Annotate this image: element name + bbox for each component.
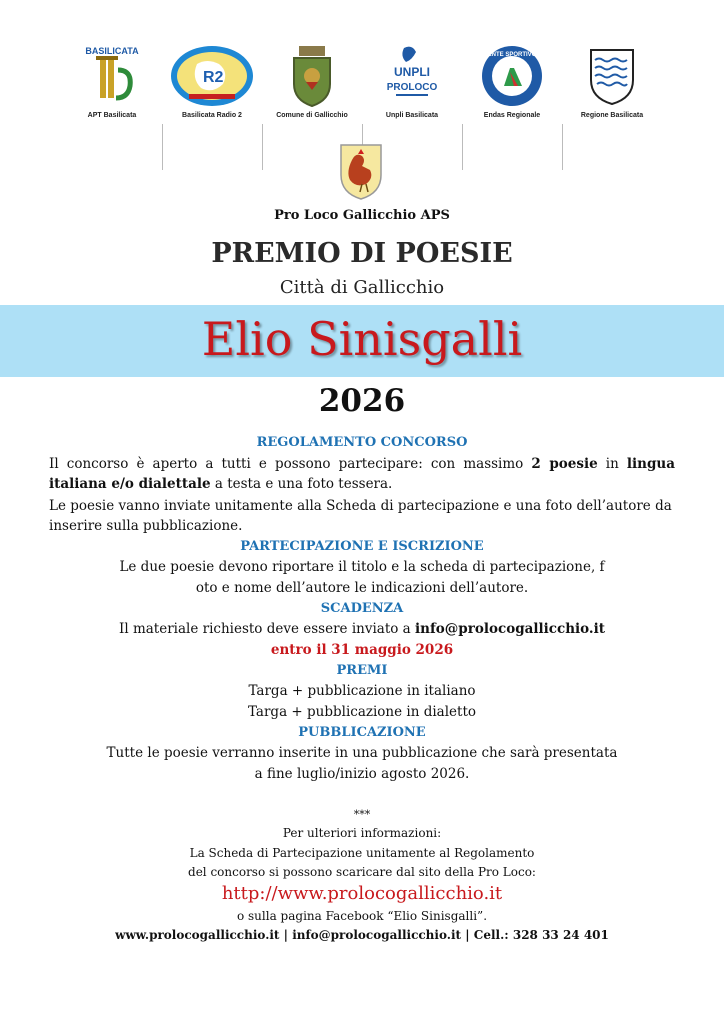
scadenza-line1: Il materiale richiesto deve essere inviato a info@prolocogallicchio.it [119,621,605,637]
svg-text:BASILICATA: BASILICATA [85,46,139,56]
regione-basilicata-crest-icon [587,44,637,108]
logo-caption: Endas Regionale [483,112,541,119]
premi-line2: Targa + pubblicazione in dialetto [247,704,477,720]
heading-premi: PREMI [336,663,388,678]
logo-caption: Comune di Gallicchio [276,112,348,119]
logo-caption: Regione Basilicata [580,112,644,119]
regolamento-p1: Il concorso è aperto a tutti e possono partecipare: con massimo 2 poesie in lingua italiana e/o dialettale a testa e una foto tessera. [49,456,675,492]
logo-endas [462,44,562,119]
svg-text:R2: R2 [203,69,224,86]
logo-comune [262,44,362,119]
page-title: PREMIO DI POESIE [211,238,513,269]
contact-email[interactable]: info@prolocogallicchio.it [415,621,605,637]
website-link[interactable]: http://www.prolocogallicchio.it [221,883,503,904]
endas-logo-icon [480,44,544,108]
premi-line1: Targa + pubblicazione in italiano [248,683,476,699]
logo-unpli [362,44,462,119]
footer-stars: *** [353,808,371,821]
deadline: entro il 31 maggio 2026 [270,642,454,658]
proloco-crest [338,142,384,206]
footer-info1: Per ulteriori informazioni: [282,826,442,840]
svg-text:ENTE SPORTIVO: ENTE SPORTIVO [487,52,537,58]
logo-caption: APT Basilicata [87,112,137,119]
heading-pubblicazione: PUBBLICAZIONE [298,725,426,740]
year: 2026 [318,383,406,419]
logo-caption: Basilicata Radio 2 [182,112,242,119]
facebook-note: o sulla pagina Facebook “Elio Sinisgalli”. [236,909,488,923]
heading-regolamento: REGOLAMENTO CONCORSO [256,435,468,450]
svg-text:UNPLI: UNPLI [394,65,430,79]
page-subtitle: Città di Gallicchio [279,277,445,298]
contacts-line: www.prolocogallicchio.it | info@prolocogallicchio.it | Cell.: 328 33 24 401 [115,928,609,942]
unpli-logo-icon [382,44,442,108]
gallicchio-crest-icon [287,44,337,108]
rooster-crest-icon [338,142,384,202]
heading-scadenza: SCADENZA [320,601,404,616]
svg-text:PROLOCO: PROLOCO [386,82,438,93]
footer-info2: La Scheda di Partecipazione unitamente al Regolamento [189,846,535,860]
heading-partecipazione: PARTECIPAZIONE E ISCRIZIONE [240,539,484,554]
regolamento-p2: Le poesie vanno inviate unitamente alla Scheda di partecipazione e una foto dell’autore da inserire sulla pubblicazione. [49,498,672,534]
partecipazione-line2: oto e nome dell’autore le indicazioni dell’autore. [195,580,529,596]
logo-caption: Unpli Basilicata [385,112,439,119]
organizer: Pro Loco Gallicchio APS [274,208,450,223]
logo-apt [62,44,162,119]
logo-radio [162,44,262,119]
logo-regione [562,44,662,119]
pubblicazione-line2: a fine luglio/inizio agosto 2026. [254,766,470,782]
partecipazione-line1: Le due poesie devono riportare il titolo e la scheda di partecipazione, f [119,559,605,575]
footer-info3: del concorso si possono scaricare dal sito della Pro Loco: [188,865,536,879]
apt-basilicata-logo-icon [82,44,142,108]
pubblicazione-line1: Tutte le poesie verranno inserite in una pubblicazione che sarà presentata [106,745,618,761]
sponsor-logos [62,44,662,128]
headline: Elio Sinisgalli [201,312,523,366]
basilicata-radio2-logo-icon [169,44,255,108]
